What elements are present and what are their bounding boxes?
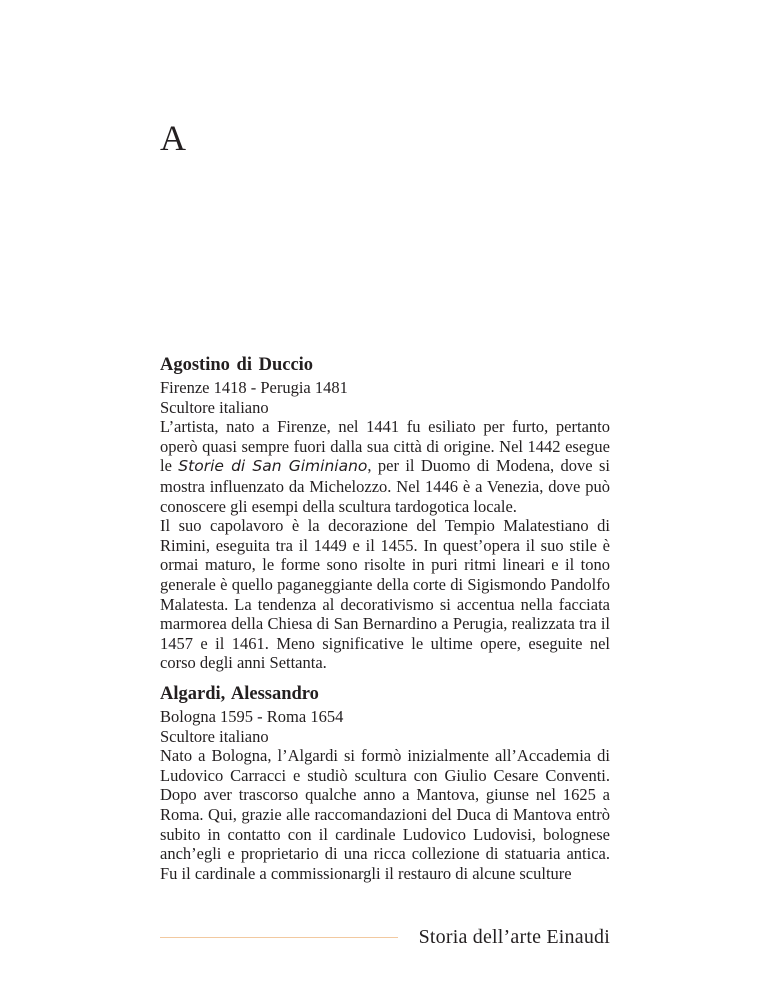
entry-text: L’artista, nato a Firenze, nel 1441 fu esiliato per furto, pertanto operò quasi sempre fuori dalla sua città di origine. Nel 1442 esegue le [160, 417, 610, 476]
entry-paragraph: Nato a Bologna, l’Algardi si formò inizialmente all’Accademia di Ludovico Carracci e studiò scultura con Giulio Cesare Conventi. Dopo aver trascorso qualche anno a Mantova, giunse nel 1625 a Roma. Qui, grazie alle raccomandazioni del Duca di Mantova entrò subito in contatto con il cardinale Ludovico Ludovisi, bolognese anch’egli e proprietario di una ricca collezione di statuaria antica. Fu il cardinale a commissionargli il restauro di alcune sculture [160, 746, 610, 883]
entry-agostino-di-duccio [160, 354, 610, 673]
footer-title: Storia dell’arte Einaudi [418, 926, 610, 948]
entry-name: Agostino di Duccio [160, 355, 314, 375]
entry-paragraph [160, 417, 610, 516]
page-footer [160, 922, 610, 952]
entry-role: Scultore italiano [160, 397, 269, 417]
entry-paragraph: Il suo capolavoro è la decorazione del Tempio Malatestiano di Rimini, eseguita tra il 1449 e il 1455. In quest’opera il suo stile è ormai maturo, le forme sono risolte in puri ritmi lineari e il tono generale è quello paganeggiante della corte di Sigismondo Pandolfo Malatesta. La tendenza al decorativismo si accentua nella facciata marmorea della Chiesa di San Bernardino a Perugia, realizzata tra il 1457 e il 1461. Meno significative le ultime opere, eseguite nel corso degli anni Settanta. [160, 516, 610, 673]
artwork-title: Storie di San Giminiano [178, 457, 368, 476]
entry-dates: Firenze 1418 - Perugia 1481 [160, 378, 348, 397]
entry-name: Algardi, Alessandro [160, 684, 319, 704]
entry-algardi-alessandro [160, 683, 610, 883]
entry-dates: Bologna 1595 - Roma 1654 [160, 707, 344, 726]
footer-rule [160, 937, 398, 938]
entry-body [160, 746, 610, 883]
entry-body [160, 417, 610, 673]
entry-role: Scultore italiano [160, 726, 269, 746]
entry-text: , per il Duomo di Modena, dove si mostra influenzato da Michelozzo. Nel 1446 è a Venezia, dove può conoscere gli esempi della scultura tardogotica locale. [160, 456, 610, 516]
section-letter: A [160, 118, 187, 158]
